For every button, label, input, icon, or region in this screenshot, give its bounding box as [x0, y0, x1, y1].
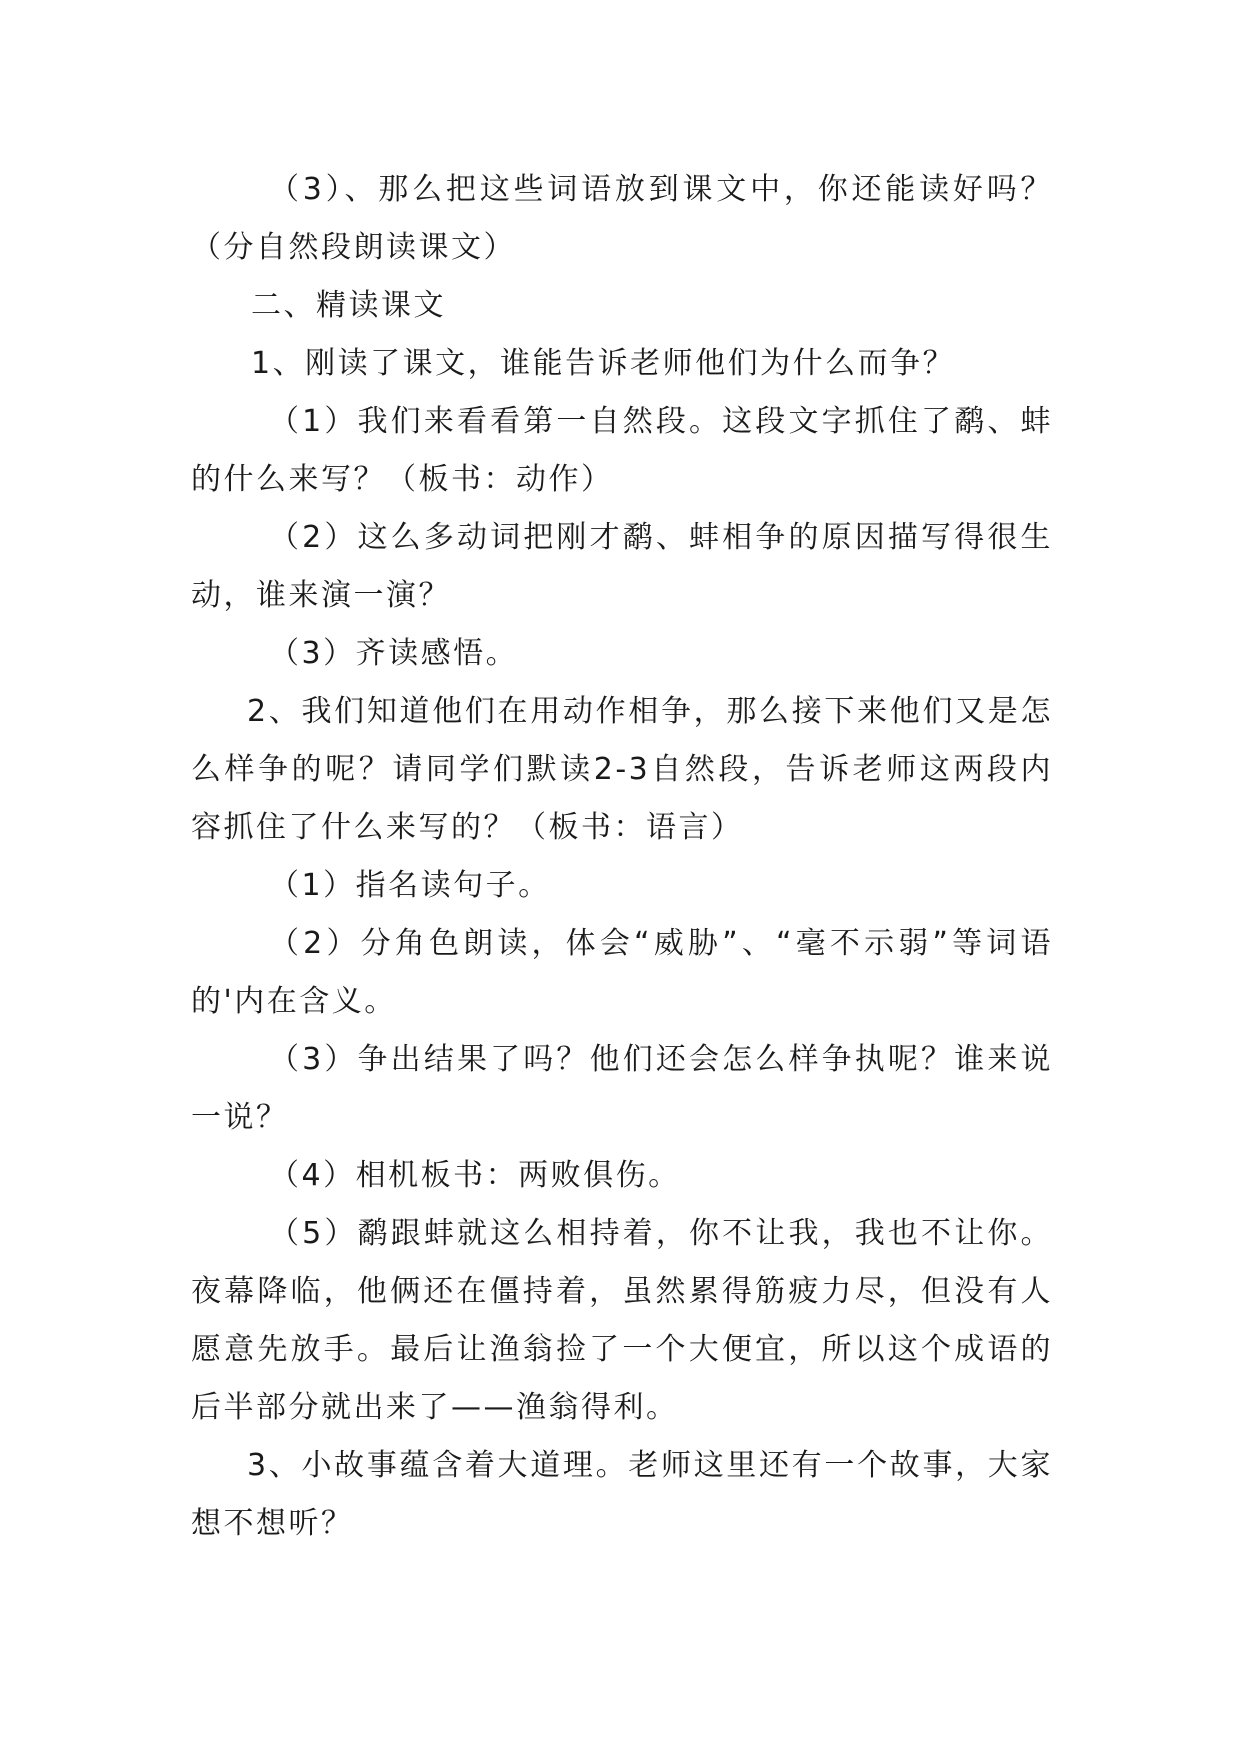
paragraph-4: （1）我们来看看第一自然段。这段文字抓住了鹬、蚌的什么来写？（板书：动作） [191, 404, 1053, 497]
paragraph-5: （2）这么多动词把刚才鹬、蚌相争的原因描写得很生动，谁来演一演？ [191, 520, 1053, 613]
paragraph-1: （3）、那么把这些词语放到课文中，你还能读好吗？（分自然段朗读课文） [191, 172, 1053, 265]
paragraph-6: （3）齐读感悟。 [269, 636, 519, 671]
paragraph-10: （3）争出结果了吗？他们还会怎么样争执呢？谁来说一说？ [191, 1042, 1053, 1135]
paragraph-9: （2）分角色朗读，体会“威胁”、“毫不示弱”等词语的'内在含义。 [191, 926, 1053, 1019]
paragraph-11: （4）相机板书：两败俱伤。 [269, 1158, 681, 1193]
paragraph-12: （5）鹬跟蚌就这么相持着，你不让我，我也不让你。夜幕降临，他俩还在僵持着，虽然累得筋疲力尽，但没有人愿意先放手。最后让渔翁捡了一个大便宜，所以这个成语的后半部分就出来了——渔翁得利。 [191, 1216, 1053, 1425]
paragraph-8: （1）指名读句子。 [269, 868, 551, 903]
paragraph-13: 3、小故事蕴含着大道理。老师这里还有一个故事，大家想不想听？ [191, 1448, 1053, 1541]
paragraph-3: 1、刚读了课文，谁能告诉老师他们为什么而争？ [251, 346, 956, 381]
document-body [191, 161, 1053, 1553]
section-heading: 二、精读课文 [251, 288, 446, 323]
paragraph-7: 2、我们知道他们在用动作相争，那么接下来他们又是怎么样争的呢？请同学们默读2-3自然段，告诉老师这两段内容抓住了什么来写的？（板书：语言） [191, 694, 1053, 845]
